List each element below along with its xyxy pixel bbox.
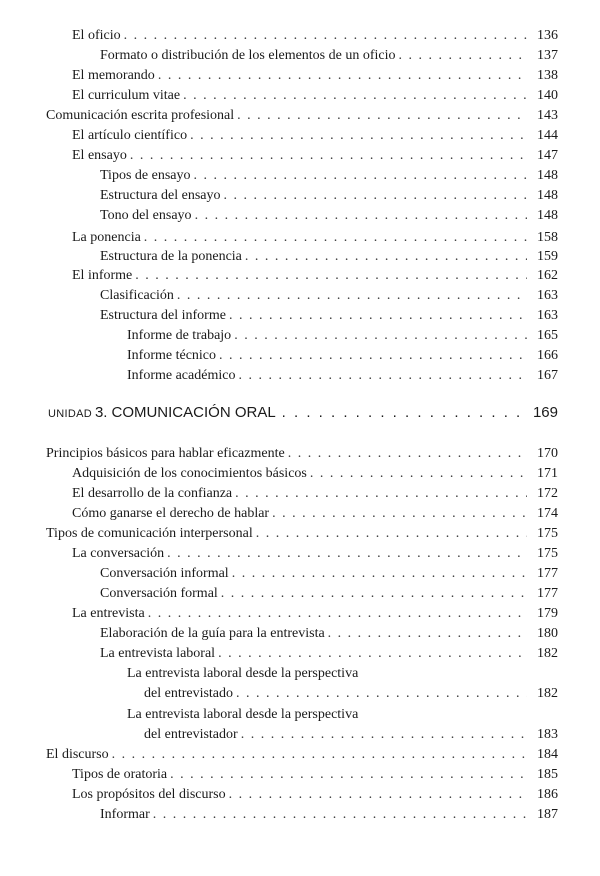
- toc-entry-title: del entrevistador: [144, 727, 238, 742]
- toc-entry-page: 182: [537, 686, 558, 701]
- toc-entry-page: 187: [537, 807, 558, 822]
- toc-entry: [100, 624, 558, 644]
- toc-entry: [46, 524, 558, 544]
- toc-entry-title: Informe técnico: [127, 348, 217, 363]
- toc-entry: [72, 228, 558, 248]
- toc-entry-title: Estructura de la ponencia: [100, 249, 242, 264]
- toc-entry: [72, 604, 558, 624]
- toc-entry: [72, 146, 558, 166]
- toc-entry-title: El informe: [72, 268, 133, 283]
- toc-entry-title: Tipos de oratoria: [72, 767, 168, 782]
- toc-entry-title: El artículo científico: [72, 128, 188, 143]
- toc-entry-title: Estructura del ensayo: [100, 188, 221, 203]
- toc-entry: [46, 745, 558, 765]
- toc-entry-page: 163: [537, 288, 558, 303]
- toc-entry-page: 183: [537, 727, 558, 742]
- toc-entry-title: Los propósitos del discurso: [72, 787, 226, 802]
- toc-entry-page: 179: [537, 606, 558, 621]
- toc-entry: [127, 366, 558, 386]
- toc-entry-page: 177: [537, 586, 558, 601]
- toc-entry: [100, 584, 558, 604]
- unit-number: 3.: [94, 404, 108, 421]
- toc-entry-title: El oficio: [72, 28, 121, 43]
- toc-entry-page: 170: [537, 446, 558, 461]
- toc-entry-title: Tono del ensayo: [100, 208, 192, 223]
- toc-entry-page: 162: [537, 268, 558, 283]
- toc-entry-page: 180: [537, 626, 558, 641]
- toc-entry-title: El memorando: [72, 68, 155, 83]
- toc-entry-page: 137: [537, 48, 558, 63]
- toc-entry-title: Conversación informal: [100, 566, 229, 581]
- toc-entry-title: Estructura del informe: [100, 308, 226, 323]
- toc-entry: [72, 765, 558, 785]
- unit-page: 169: [532, 404, 558, 421]
- toc-entry: [46, 444, 558, 464]
- toc-entry-title: Informe de trabajo: [127, 328, 232, 343]
- toc-entry: [72, 464, 558, 484]
- toc-entry-title: El curriculum vitae: [72, 88, 181, 103]
- toc-entry: [100, 46, 558, 66]
- toc-entry-page: 167: [537, 368, 558, 383]
- toc-entry-title: Cómo ganarse el derecho de hablar: [72, 506, 270, 521]
- toc-entry: [100, 206, 558, 226]
- toc-entry-page: 144: [537, 128, 558, 143]
- toc-entry: [72, 484, 558, 504]
- toc-entry-title: Clasificación: [100, 288, 174, 303]
- toc-entry-title: El discurso: [46, 747, 109, 762]
- toc-entry-title: Tipos de ensayo: [100, 168, 191, 183]
- toc-entry-title: Formato o distribución de los elementos de un oficio: [100, 48, 396, 63]
- toc-entry-page: 136: [537, 28, 558, 43]
- toc-entry: [100, 644, 558, 664]
- toc-entry-page: 175: [537, 526, 558, 541]
- toc-entry: [144, 684, 558, 704]
- toc-entry-page: 186: [537, 787, 558, 802]
- toc-entry-page: 171: [537, 466, 558, 481]
- toc-entry-page: 185: [537, 767, 558, 782]
- unit-prefix: UNIDAD: [48, 408, 92, 420]
- toc-entry-title: Elaboración de la guía para la entrevista: [100, 626, 325, 641]
- toc-entry: [144, 725, 558, 745]
- toc-entry-page: 158: [537, 230, 558, 245]
- unit-heading: [48, 401, 558, 425]
- toc-entry: [127, 346, 558, 366]
- toc-entry-page: 166: [537, 348, 558, 363]
- toc-entry: [72, 66, 558, 86]
- toc-entry: [72, 86, 558, 106]
- toc-entry-title: Tipos de comunicación interpersonal: [46, 526, 253, 541]
- toc-entry-title: Principios básicos para hablar eficazmente: [46, 446, 285, 461]
- toc-entry-page: 147: [537, 148, 558, 163]
- toc-entry-page: 138: [537, 68, 558, 83]
- toc-entry: [72, 26, 558, 46]
- toc-entry-title: La ponencia: [72, 230, 141, 245]
- toc-entry-title: La entrevista: [72, 606, 145, 621]
- toc-entry-title: Conversación formal: [100, 586, 218, 601]
- toc-entry-page: 148: [537, 208, 558, 223]
- toc-entry-page: 148: [537, 188, 558, 203]
- toc-entry: [100, 805, 558, 825]
- toc-entry: [46, 106, 558, 126]
- toc-entry-title: El desarrollo de la confianza: [72, 486, 233, 501]
- toc-entry: [72, 266, 558, 286]
- toc-entry-page: 165: [537, 328, 558, 343]
- toc-entry-line: La entrevista laboral desde la perspectiva: [127, 666, 359, 681]
- toc-entry: [100, 186, 558, 206]
- toc-entry-page: 148: [537, 168, 558, 183]
- toc-entry: [127, 326, 558, 346]
- toc-entry-page: 174: [537, 506, 558, 521]
- toc-entry-page: 163: [537, 308, 558, 323]
- toc-entry-title: Comunicación escrita profesional: [46, 108, 235, 123]
- toc-entry: [100, 247, 558, 267]
- toc-entry-page: 175: [537, 546, 558, 561]
- toc-entry-title: Informar: [100, 807, 150, 822]
- toc-entry: [72, 544, 558, 564]
- toc-entry: [72, 785, 558, 805]
- toc-entry-page: 159: [537, 249, 558, 264]
- toc-entry-page: 177: [537, 566, 558, 581]
- toc-entry-page: 184: [537, 747, 558, 762]
- unit-title: COMUNICACIÓN ORAL: [111, 404, 276, 421]
- toc-entry: [100, 166, 558, 186]
- toc-entry-title: Informe académico: [127, 368, 236, 383]
- toc-entry: [100, 564, 558, 584]
- toc-entry-title: del entrevistado: [144, 686, 234, 701]
- toc-entry: [100, 306, 558, 326]
- toc-entry-page: 140: [537, 88, 558, 103]
- toc-entry-title: La conversación: [72, 546, 165, 561]
- toc-entry-title: El ensayo: [72, 148, 127, 163]
- toc-entry: [72, 126, 558, 146]
- toc-entry-title: La entrevista laboral: [100, 646, 216, 661]
- toc-entry-line: La entrevista laboral desde la perspectiva: [127, 707, 359, 722]
- toc-entry-page: 143: [537, 108, 558, 123]
- toc-entry-page: 182: [537, 646, 558, 661]
- toc-entry-page: 172: [537, 486, 558, 501]
- toc-entry: [72, 504, 558, 524]
- toc-entry: [100, 286, 558, 306]
- toc-entry-title: Adquisición de los conocimientos básicos: [72, 466, 307, 481]
